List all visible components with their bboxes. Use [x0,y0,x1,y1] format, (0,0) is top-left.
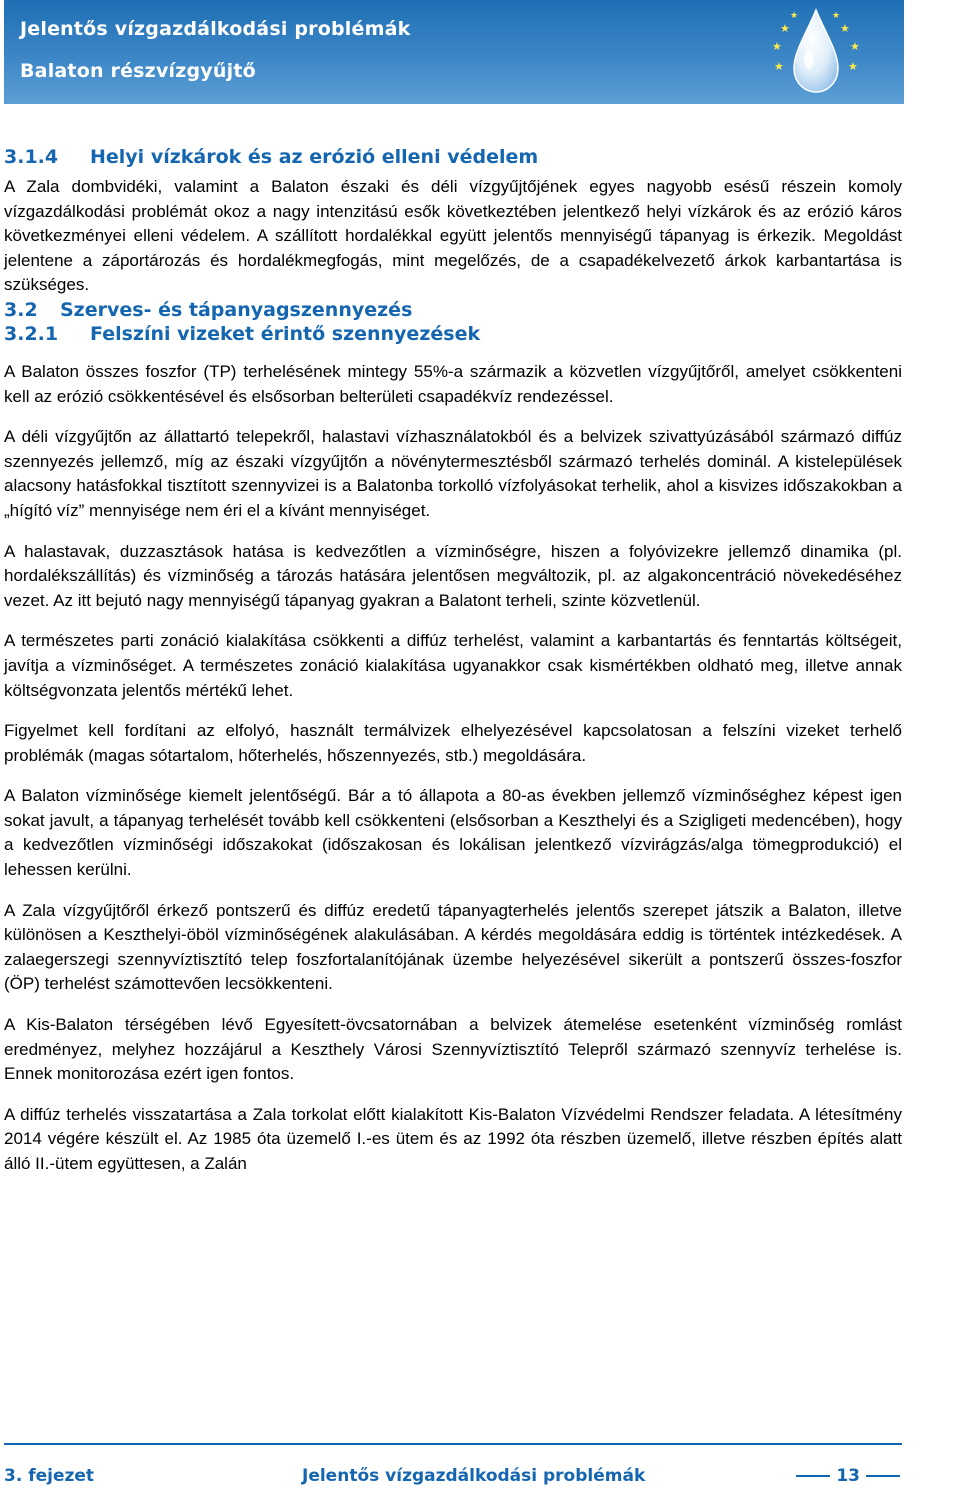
section-title: Szerves- és tápanyagszennyezés [60,298,413,321]
footer-title: Jelentős vízgazdálkodási problémák [302,1466,646,1486]
section-heading [4,298,902,322]
section-title: Helyi vízkárok és az erózió elleni védelem [90,146,539,168]
header-subtitle: Balaton részvízgyűjtő [20,60,256,82]
dash-right [866,1475,900,1477]
svg-text:★: ★ [848,60,858,73]
dash-left [796,1475,830,1477]
page-header [4,0,904,104]
paragraph: A diffúz terhelés visszatartása a Zala torkolat előtt kialakított Kis-Balaton Vízvédelmi Rendszer feladata. A létesítmény 2014 végére készült el. Az 1985 óta üzemelő I.-es ütem és az 1992 óta részben üzemelő, illetve részben építés alatt álló II.-ütem együttesen, a Zalán [4,1104,902,1173]
paragraph: A Balaton összes foszfor (TP) terhelésének mintegy 55%-a származik a közvetlen vízgyűjtőről, amelyet csökkenteni kell az erózió csökkentésével és elsősorban belterületi csapadékvíz rendezéssel. [4,361,902,406]
eu-water-drop-logo-icon [766,2,866,104]
footer-chapter: 3. fejezet [4,1466,95,1486]
svg-text:★: ★ [780,22,790,35]
paragraph: A Zala vízgyűjtőről érkező pontszerű és diffúz eredetű tápanyagterhelés jelentős szerepet játszik a Balaton, illetve különösen a Keszthelyi-öböl vízminőségének alakulásában. A kérdés megoldására eddig is történtek intézkedések. A zalaegerszegi szennyvíztisztító telep foszfortalanítójának üzembe helyezésével sikerült a pontszerű összes-foszfor (ÖP) terhelést számottevően lecsökkenteni. [4,900,902,994]
section-title: Felszíni vizeket érintő szennyezések [90,322,481,345]
section-number: 3.2 [4,298,38,321]
footer-divider [4,1443,902,1445]
paragraph: A Kis-Balaton térségében lévő Egyesített-övcsatornában a belvizek átemelése esetenként vízminőség romlást eredményez, melyhez hozzájárul a Keszthely Városi Szennyvíztisztító Telepről származó szennyvíz terhelése is. Ennek monitorozása ezért igen fontos. [4,1015,902,1084]
svg-text:★: ★ [832,11,841,21]
section-number: 3.1.4 [4,146,59,168]
paragraph: A halastavak, duzzasztások hatása is kedvezőtlen a vízminőségre, hiszen a folyóvizekre jellemző dinamika (pl. hordalékszállítás) és vízminőség a tározás hatására jelentősen megváltozik, pl. az algakoncentráció növekedéséhez vezet. Az itt bejutó nagy mennyiségű tápanyag gyakran a Balatont terheli, szinte közvetlenül. [4,541,902,610]
section-heading [4,145,902,169]
section-heading [4,322,902,346]
paragraph: A Zala dombvidéki, valamint a Balaton északi és déli vízgyűjtőjének egyes nagyobb esésű részein komoly vízgazdálkodási problémát okoz a nagy intenzitású esők következtében jelentkező helyi vízkárok és az erózió káros következményei elleni védelem. A szállított hordalékkal együtt jelentős mennyiségű tápanyag is érkezik. Megoldást jelentene a záportározás és hordalékmegfogás, mint megelőzés, de a csapadékelvezető árkok karbantartása is szükséges. [4,177,902,295]
page-number: 13 [836,1466,860,1486]
svg-text:★: ★ [772,40,782,53]
svg-text:★: ★ [774,60,784,73]
paragraph: A természetes parti zonáció kialakítása csökkenti a diffúz terhelést, valamint a karbantartás és fenntartás költségeit, javítja a vízminőséget. A természetes zonáció kialakítása ugyanakkor csak kismértékben oldható meg, illetve annak költségvonzata jelentős mértékű lehet. [4,631,902,700]
header-title: Jelentős vízgazdálkodási problémák [20,18,411,40]
svg-text:★: ★ [790,11,799,21]
paragraph: A déli vízgyűjtőn az állattartó telepekről, halastavi vízhasználatokból és a belvizek szivattyúzásából származó diffúz szennyezés jellemző, míg az északi vízgyűjtőn a növénytermesztésből származó terhelés dominál. A kistelepülések alacsony hatásfokkal tisztított szennyvizei is a Balatonba torkolló vízfolyásokat terhelik, ahol a kisvizes időszakokban a „hígító víz” mennyisége nem éri el a kívánt mennyiséget. [4,427,902,520]
paragraph: Figyelmet kell fordítani az elfolyó, használt termálvizek elhelyezésével kapcsolatosan a felszíni vizeket terhelő problémák (magas sótartalom, hőterhelés, hőszennyezés, stb.) megoldására. [4,721,902,765]
svg-text:★: ★ [840,22,850,35]
svg-text:★: ★ [850,40,860,53]
page-footer [4,1466,902,1490]
section-number: 3.2.1 [4,322,59,345]
document-body [4,145,902,1177]
paragraph: A Balaton vízminősége kiemelt jelentőségű. Bár a tó állapota a 80-as években jellemző vízminőséghez képest igen sokat javult, a tápanyag terhelését tovább kell csökkenteni (elsősorban a Keszthelyi és a Szigligeti medencében), hogy a kedvezőtlen vízminőségi időszakokat (időszakosan és lokálisan jelentkező vízvirágzás/alga tömegprodukció) el lehessen kerülni. [4,786,902,880]
page-number-group [790,1466,906,1486]
